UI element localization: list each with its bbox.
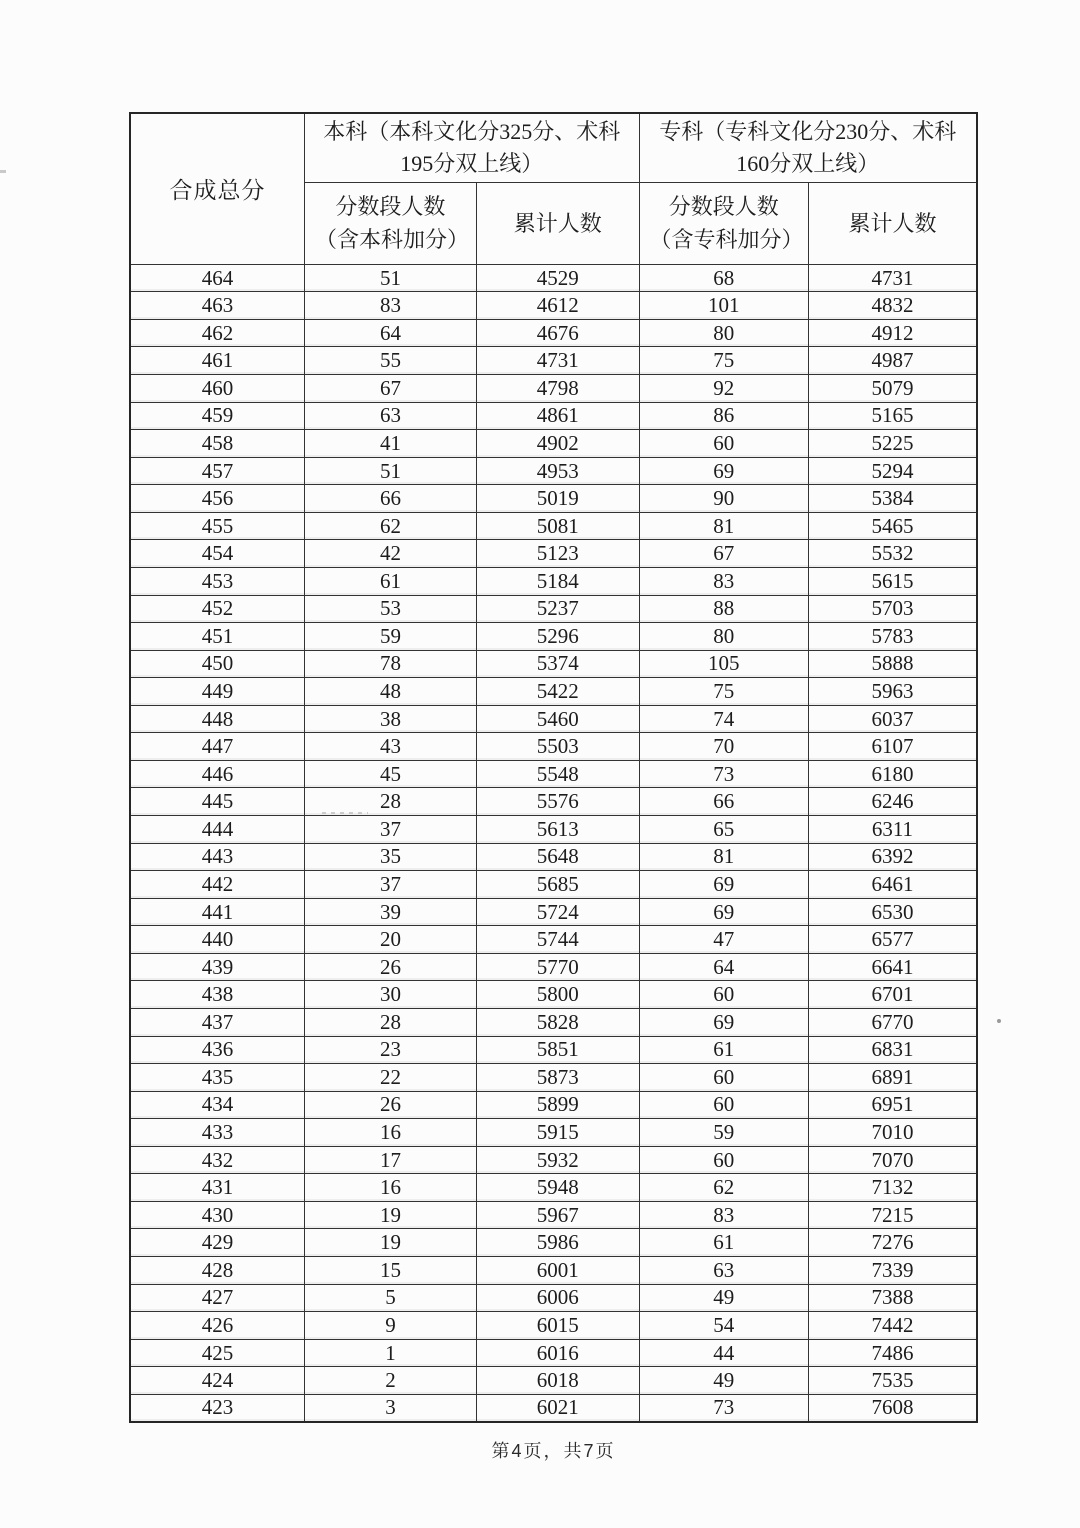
table-row [130,1339,977,1367]
cell: 59 [304,623,476,651]
header-zhuanke-group: 专科（专科文化分230分、术科160分双上线） [639,113,977,182]
cell: 81 [639,512,808,540]
header-zhuanke-segment-count: 分数段人数（含专科加分） [639,182,808,264]
cell: 4832 [808,292,977,320]
cell: 49 [639,1284,808,1312]
cell: 101 [639,292,808,320]
cell: 66 [304,485,476,513]
cell: 446 [130,760,304,788]
table-row [130,347,977,375]
cell: 26 [304,1091,476,1119]
table-row [130,623,977,651]
cell: 51 [304,264,476,292]
cell: 5783 [808,623,977,651]
cell: 4912 [808,319,977,347]
cell: 429 [130,1229,304,1257]
cell: 5948 [476,1174,639,1202]
cell: 60 [639,430,808,458]
cell: 457 [130,457,304,485]
scan-artifact-dot [997,1019,1001,1023]
cell: 4612 [476,292,639,320]
cell: 75 [639,347,808,375]
cell: 38 [304,705,476,733]
cell: 6891 [808,1064,977,1092]
cell: 5744 [476,926,639,954]
cell: 73 [639,760,808,788]
cell: 433 [130,1119,304,1147]
table-row [130,678,977,706]
cell: 437 [130,1008,304,1036]
table-row [130,512,977,540]
scan-artifact-edge [0,170,6,173]
table-row [130,1367,977,1395]
cell: 45 [304,760,476,788]
cell: 60 [639,1146,808,1174]
cell: 22 [304,1064,476,1092]
cell: 37 [304,816,476,844]
cell: 73 [639,1394,808,1422]
cell: 30 [304,981,476,1009]
cell: 7132 [808,1174,977,1202]
table-row [130,567,977,595]
table-row [130,319,977,347]
cell: 6831 [808,1036,977,1064]
cell: 4798 [476,375,639,403]
cell: 4529 [476,264,639,292]
cell: 435 [130,1064,304,1092]
cell: 41 [304,430,476,458]
cell: 5648 [476,843,639,871]
table-header [130,113,977,264]
cell: 67 [304,375,476,403]
cell: 464 [130,264,304,292]
score-segment-table [129,112,978,1423]
cell: 459 [130,402,304,430]
cell: 5828 [476,1008,639,1036]
cell: 62 [639,1174,808,1202]
cell: 6021 [476,1394,639,1422]
table-row [130,1091,977,1119]
cell: 7010 [808,1119,977,1147]
table-row [130,650,977,678]
cell: 7388 [808,1284,977,1312]
cell: 6006 [476,1284,639,1312]
cell: 5851 [476,1036,639,1064]
table-row [130,1284,977,1312]
cell: 6311 [808,816,977,844]
cell: 432 [130,1146,304,1174]
cell: 5237 [476,595,639,623]
cell: 5967 [476,1201,639,1229]
cell: 5615 [808,567,977,595]
table-row [130,1229,977,1257]
cell: 434 [130,1091,304,1119]
cell: 7215 [808,1201,977,1229]
cell: 453 [130,567,304,595]
cell: 69 [639,1008,808,1036]
cell: 3 [304,1394,476,1422]
table-row [130,760,977,788]
cell: 5503 [476,733,639,761]
cell: 5724 [476,898,639,926]
cell: 443 [130,843,304,871]
table-row [130,430,977,458]
table-row [130,1119,977,1147]
cell: 92 [639,375,808,403]
cell: 452 [130,595,304,623]
cell: 7608 [808,1394,977,1422]
table-row [130,981,977,1009]
cell: 69 [639,871,808,899]
cell: 105 [639,650,808,678]
cell: 16 [304,1119,476,1147]
cell: 60 [639,1064,808,1092]
cell: 448 [130,705,304,733]
table-row [130,1257,977,1285]
cell: 5460 [476,705,639,733]
cell: 61 [639,1036,808,1064]
table-row [130,375,977,403]
cell: 68 [639,264,808,292]
cell: 4902 [476,430,639,458]
cell: 69 [639,898,808,926]
cell: 458 [130,430,304,458]
cell: 6461 [808,871,977,899]
scan-artifact-dash [322,812,368,814]
cell: 436 [130,1036,304,1064]
cell: 5079 [808,375,977,403]
cell: 6392 [808,843,977,871]
cell: 4676 [476,319,639,347]
table-row [130,1201,977,1229]
cell: 454 [130,540,304,568]
table-row [130,898,977,926]
cell: 5986 [476,1229,639,1257]
cell: 6180 [808,760,977,788]
cell: 5225 [808,430,977,458]
cell: 4731 [476,347,639,375]
cell: 439 [130,953,304,981]
cell: 83 [304,292,476,320]
cell: 426 [130,1312,304,1340]
table-row [130,788,977,816]
cell: 19 [304,1201,476,1229]
cell: 4987 [808,347,977,375]
cell: 74 [639,705,808,733]
cell: 6530 [808,898,977,926]
header-benke-cumulative-count: 累计人数 [476,182,639,264]
table-row [130,816,977,844]
cell: 63 [639,1257,808,1285]
cell: 80 [639,319,808,347]
cell: 7339 [808,1257,977,1285]
cell: 15 [304,1257,476,1285]
cell: 5165 [808,402,977,430]
table-row [130,1174,977,1202]
cell: 451 [130,623,304,651]
cell: 67 [639,540,808,568]
cell: 430 [130,1201,304,1229]
cell: 80 [639,623,808,651]
table-row [130,871,977,899]
cell: 39 [304,898,476,926]
cell: 78 [304,650,476,678]
cell: 5770 [476,953,639,981]
cell: 63 [304,402,476,430]
cell: 449 [130,678,304,706]
cell: 450 [130,650,304,678]
cell: 1 [304,1339,476,1367]
cell: 427 [130,1284,304,1312]
table-row [130,733,977,761]
cell: 20 [304,926,476,954]
cell: 5899 [476,1091,639,1119]
table-row [130,953,977,981]
cell: 5532 [808,540,977,568]
table-row [130,264,977,292]
cell: 60 [639,981,808,1009]
cell: 5465 [808,512,977,540]
cell: 445 [130,788,304,816]
header-benke-segment-count: 分数段人数（含本科加分） [304,182,476,264]
cell: 5915 [476,1119,639,1147]
cell: 5800 [476,981,639,1009]
cell: 6037 [808,705,977,733]
cell: 5932 [476,1146,639,1174]
table-row [130,540,977,568]
cell: 23 [304,1036,476,1064]
cell: 9 [304,1312,476,1340]
cell: 5685 [476,871,639,899]
cell: 428 [130,1257,304,1285]
cell: 53 [304,595,476,623]
cell: 86 [639,402,808,430]
cell: 6107 [808,733,977,761]
cell: 48 [304,678,476,706]
table-row [130,1312,977,1340]
cell: 438 [130,981,304,1009]
cell: 7442 [808,1312,977,1340]
cell: 5019 [476,485,639,513]
cell: 65 [639,816,808,844]
table-row [130,705,977,733]
cell: 5184 [476,567,639,595]
cell: 70 [639,733,808,761]
cell: 5613 [476,816,639,844]
cell: 43 [304,733,476,761]
cell: 26 [304,953,476,981]
cell: 64 [639,953,808,981]
cell: 51 [304,457,476,485]
cell: 61 [304,567,476,595]
cell: 17 [304,1146,476,1174]
cell: 5963 [808,678,977,706]
cell: 462 [130,319,304,347]
cell: 44 [639,1339,808,1367]
cell: 69 [639,457,808,485]
table-row [130,926,977,954]
cell: 61 [639,1229,808,1257]
cell: 83 [639,567,808,595]
cell: 6015 [476,1312,639,1340]
cell: 2 [304,1367,476,1395]
table-row [130,595,977,623]
header-benke-group: 本科（本科文化分325分、术科195分双上线） [304,113,639,182]
cell: 425 [130,1339,304,1367]
cell: 5888 [808,650,977,678]
cell: 66 [639,788,808,816]
cell: 64 [304,319,476,347]
cell: 59 [639,1119,808,1147]
cell: 6770 [808,1008,977,1036]
table-row [130,402,977,430]
cell: 456 [130,485,304,513]
cell: 60 [639,1091,808,1119]
cell: 47 [639,926,808,954]
table-row [130,1036,977,1064]
cell: 5384 [808,485,977,513]
table-row [130,485,977,513]
cell: 6016 [476,1339,639,1367]
table-row [130,457,977,485]
table-row [130,1394,977,1422]
table-row [130,1146,977,1174]
cell: 5123 [476,540,639,568]
cell: 7070 [808,1146,977,1174]
cell: 90 [639,485,808,513]
cell: 6577 [808,926,977,954]
cell: 5576 [476,788,639,816]
score-table-body [130,264,977,1422]
cell: 7486 [808,1339,977,1367]
cell: 4953 [476,457,639,485]
cell: 5081 [476,512,639,540]
cell: 42 [304,540,476,568]
cell: 88 [639,595,808,623]
cell: 54 [639,1312,808,1340]
cell: 442 [130,871,304,899]
cell: 5422 [476,678,639,706]
group-header-row [130,113,977,182]
cell: 5374 [476,650,639,678]
cell: 5703 [808,595,977,623]
cell: 440 [130,926,304,954]
cell: 424 [130,1367,304,1395]
table-row [130,1008,977,1036]
cell: 6246 [808,788,977,816]
cell: 5 [304,1284,476,1312]
cell: 431 [130,1174,304,1202]
cell: 463 [130,292,304,320]
cell: 83 [639,1201,808,1229]
cell: 28 [304,1008,476,1036]
header-composite-total-score: 合成总分 [130,113,304,264]
cell: 6641 [808,953,977,981]
cell: 461 [130,347,304,375]
cell: 81 [639,843,808,871]
cell: 4731 [808,264,977,292]
cell: 441 [130,898,304,926]
cell: 49 [639,1367,808,1395]
cell: 75 [639,678,808,706]
cell: 16 [304,1174,476,1202]
cell: 6701 [808,981,977,1009]
table-row [130,843,977,871]
cell: 444 [130,816,304,844]
cell: 4861 [476,402,639,430]
cell: 37 [304,871,476,899]
cell: 55 [304,347,476,375]
cell: 6951 [808,1091,977,1119]
cell: 62 [304,512,476,540]
cell: 6018 [476,1367,639,1395]
cell: 460 [130,375,304,403]
cell: 5873 [476,1064,639,1092]
cell: 6001 [476,1257,639,1285]
table-row [130,1064,977,1092]
page-number-footer: 第4页，共7页 [491,1441,616,1461]
cell: 5548 [476,760,639,788]
cell: 7276 [808,1229,977,1257]
cell: 423 [130,1394,304,1422]
cell: 447 [130,733,304,761]
cell: 5296 [476,623,639,651]
cell: 19 [304,1229,476,1257]
cell: 455 [130,512,304,540]
header-zhuanke-cumulative-count: 累计人数 [808,182,977,264]
cell: 35 [304,843,476,871]
cell: 7535 [808,1367,977,1395]
cell: 28 [304,788,476,816]
cell: 5294 [808,457,977,485]
table-row [130,292,977,320]
